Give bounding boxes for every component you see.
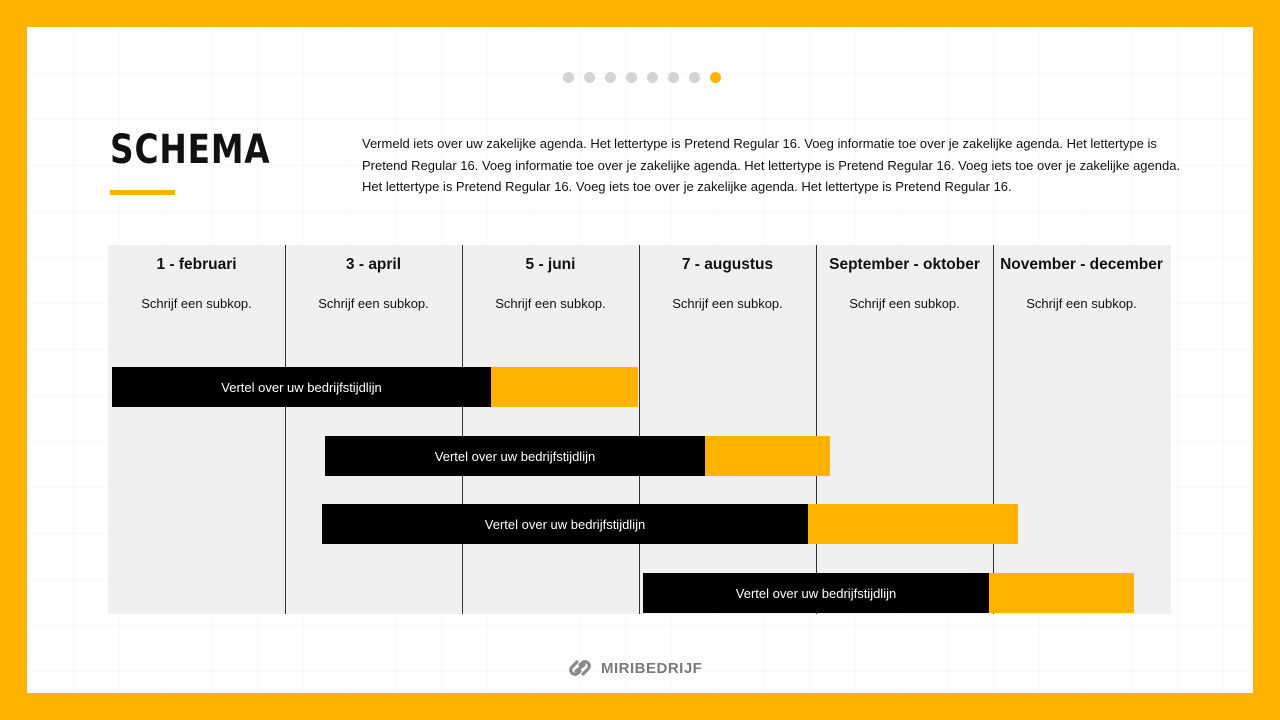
timeline-column [462, 245, 639, 311]
column-title: September - oktober [829, 256, 980, 273]
brand-logo [565, 656, 702, 680]
timeline-bar[interactable] [643, 573, 1134, 613]
column-subtitle: Schrijf een subkop. [318, 296, 429, 311]
page-dot[interactable] [647, 72, 658, 83]
timeline-column [816, 245, 993, 311]
title-underline [110, 190, 175, 195]
page-dot[interactable] [626, 72, 637, 83]
pagination-dots [563, 72, 721, 84]
timeline-column [993, 245, 1170, 311]
brand-name: MIRIBEDRIJF [601, 659, 703, 677]
page-dot-active[interactable] [710, 72, 721, 83]
column-title: 7 - augustus [681, 256, 774, 273]
slide [27, 27, 1253, 693]
intro-text: Vermeld iets over uw zakelijke agenda. Het lettertype is Pretend Regular 16. Voeg informatie toe over je zakelijke agenda. Het lettertype is Pretend Regular 16. Voeg informatie toe over je zakelijke agenda. Het lettertype is Pretend Regular 16. Voeg iets toe over je zakelijke agenda. Het lettertype is Pretend Regular 16. Voeg iets toe over je zakelijke agenda. Het lettertype is Pretend Regular 16. [362, 136, 1181, 194]
column-subtitle: Schrijf een subkop. [849, 296, 960, 311]
column-subtitle: Schrijf een subkop. [495, 296, 606, 311]
column-title: November - december [1000, 256, 1163, 273]
timeline-bar[interactable] [112, 367, 638, 407]
page-dot[interactable] [668, 72, 679, 83]
bar-label: Vertel over uw bedrijfstijdlijn [112, 367, 491, 407]
column-subtitle: Schrijf een subkop. [141, 296, 252, 311]
column-subtitle: Schrijf een subkop. [1026, 296, 1137, 311]
page-dot[interactable] [689, 72, 700, 83]
bar-label: Vertel over uw bedrijfstijdlijn [322, 504, 808, 544]
column-title: 1 - februari [156, 256, 237, 273]
bar-label: Vertel over uw bedrijfstijdlijn [325, 436, 705, 476]
page-dot[interactable] [584, 72, 595, 83]
timeline-column [108, 245, 285, 311]
bar-label: Vertel over uw bedrijfstijdlijn [643, 573, 989, 613]
column-title: 3 - april [345, 256, 402, 273]
timeline-column [285, 245, 462, 311]
timeline-column [639, 245, 816, 311]
timeline-bar[interactable] [322, 504, 1018, 544]
timeline [108, 245, 1171, 614]
page-title: SCHEMA [110, 127, 271, 173]
page-dot[interactable] [563, 72, 574, 83]
link-logo-icon [565, 656, 595, 680]
column-title: 5 - juni [525, 256, 576, 273]
page-dot[interactable] [605, 72, 616, 83]
column-subtitle: Schrijf een subkop. [672, 296, 783, 311]
timeline-bar[interactable] [325, 436, 830, 476]
